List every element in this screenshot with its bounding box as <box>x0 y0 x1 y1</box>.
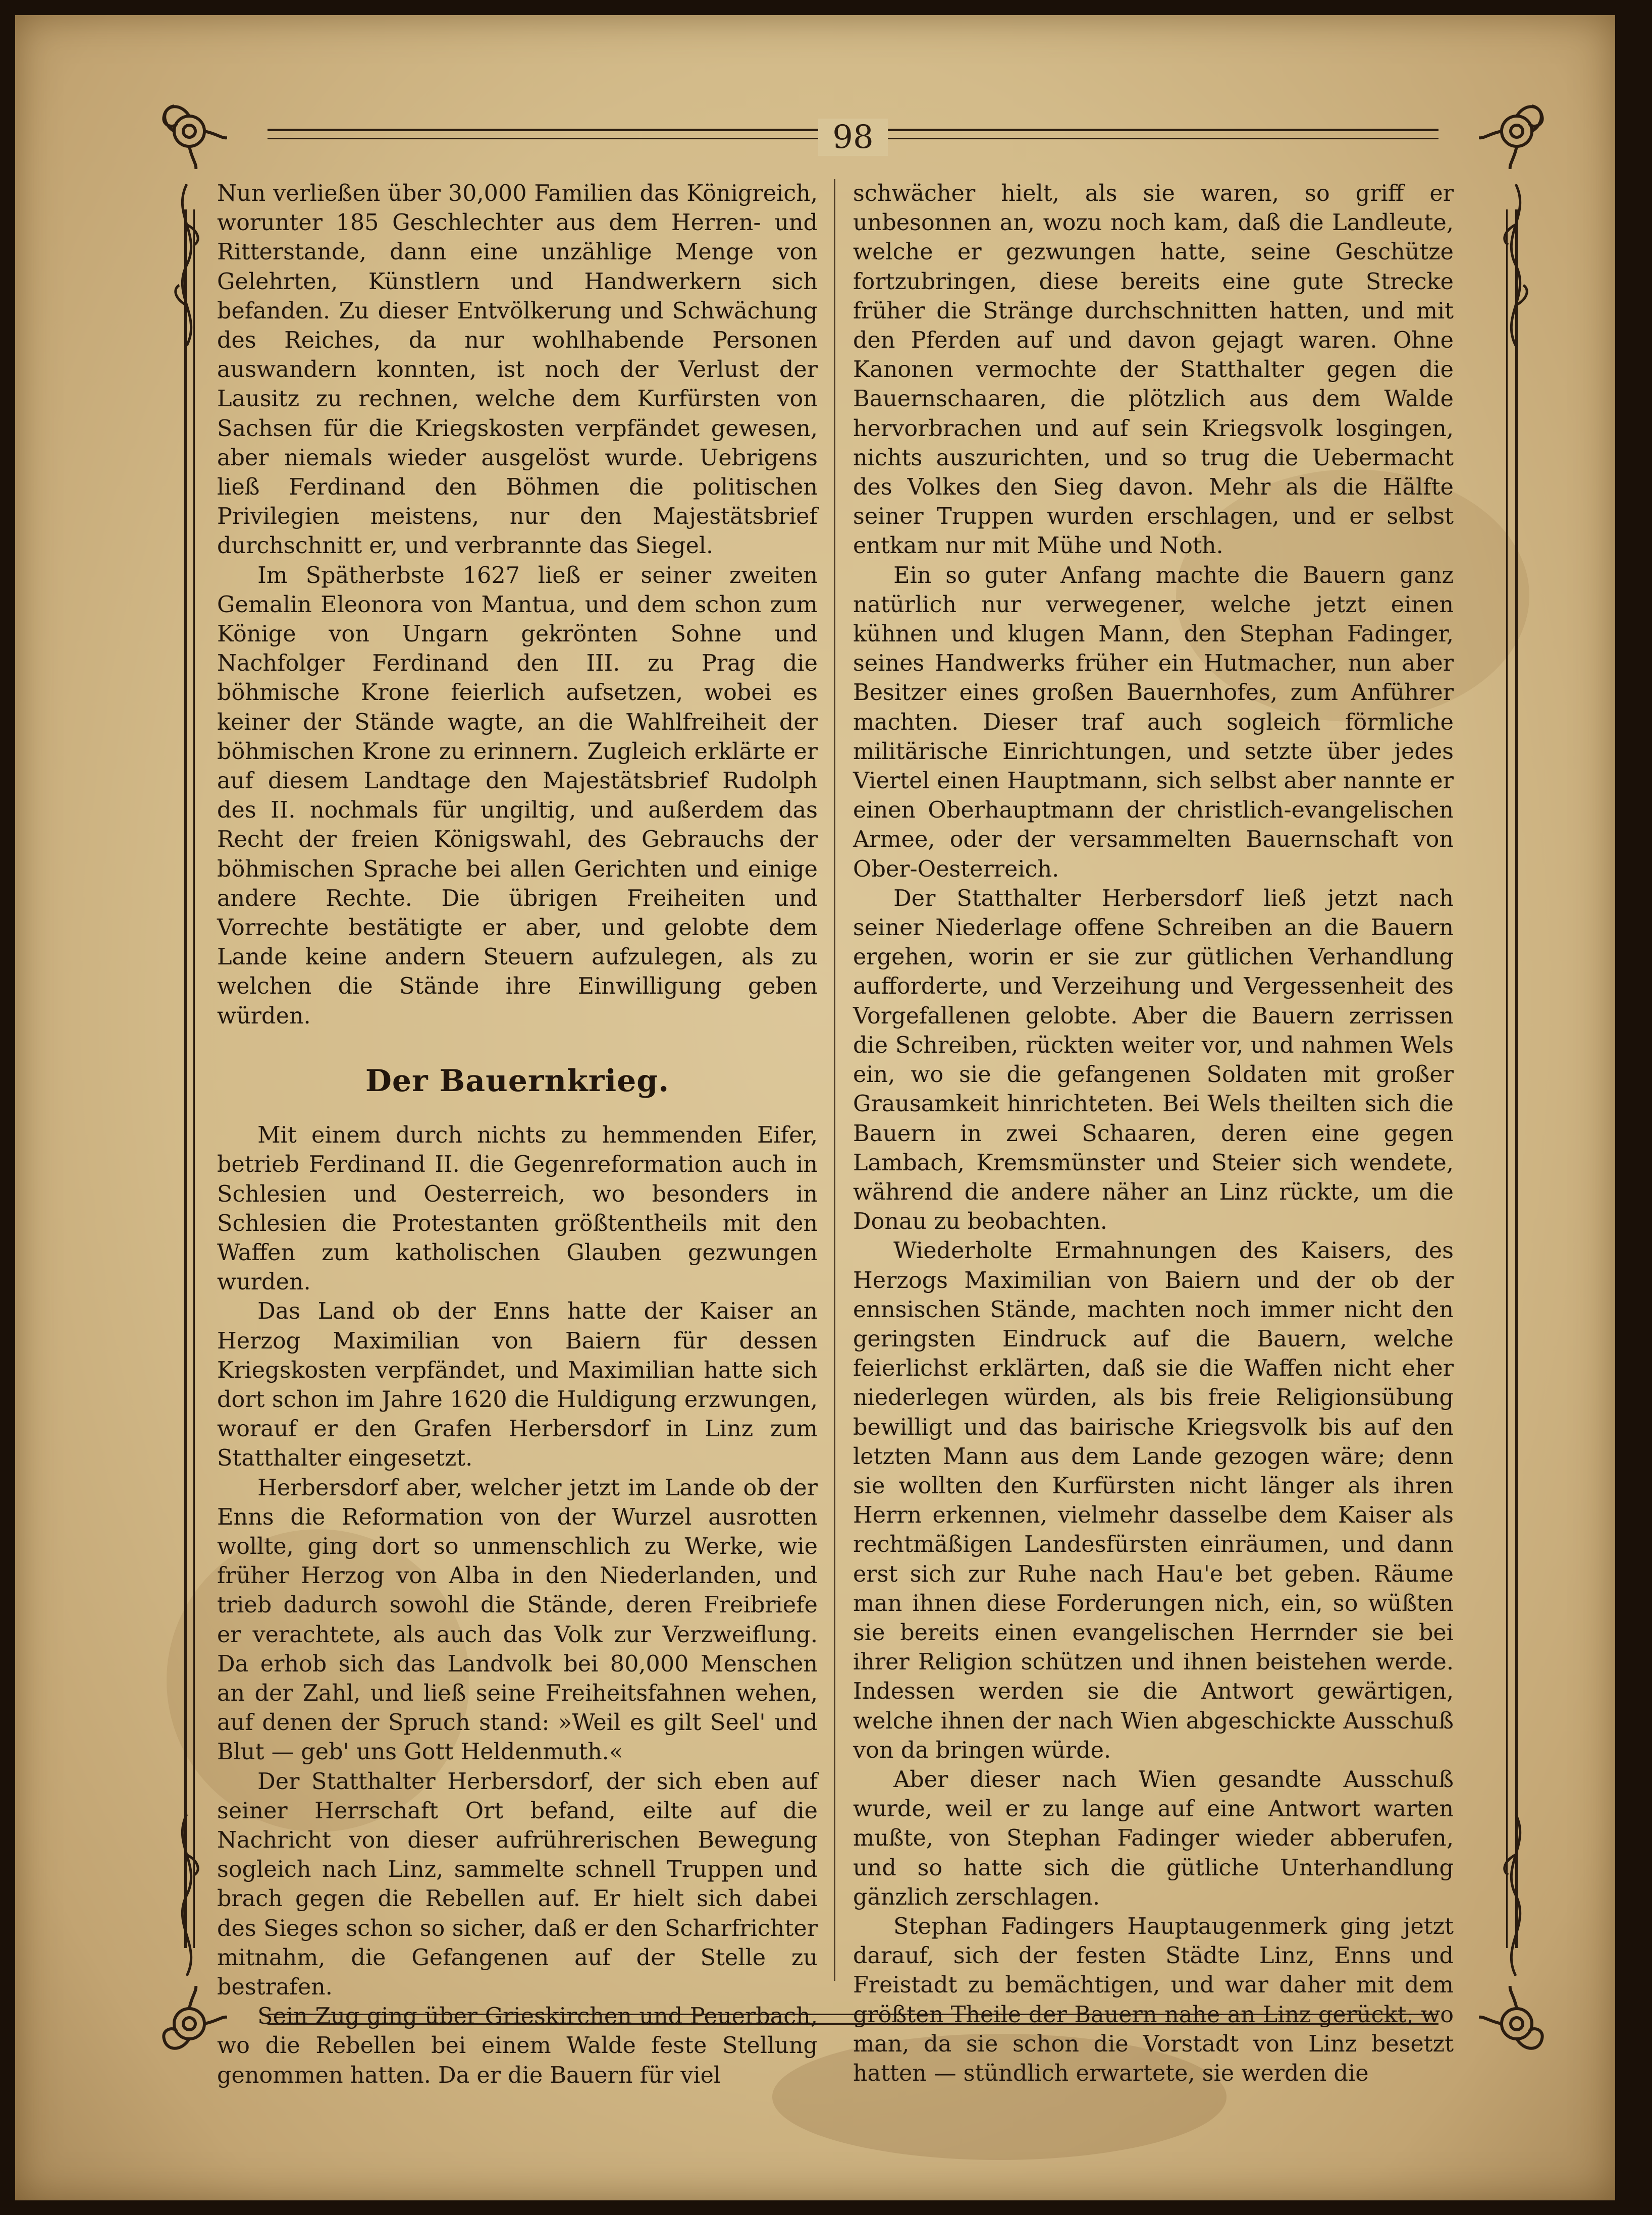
paragraph: Das Land ob der Enns hatte der Kaiser an Herzog Maximilian von Baiern für dessen Kriegskosten verpfändet, und Maximilian hatte sich dort schon im Jahre 1620 die Huldigung erzwungen, worauf er den Grafen Herbersdorf in Linz zum Statthalter eingesetzt. <box>217 1299 818 1472</box>
corner-ornament-icon <box>151 1986 227 2062</box>
section-heading: Der Bauernkrieg. <box>365 1063 670 1099</box>
vine-ornament-icon <box>1496 184 1536 346</box>
page <box>15 15 1615 2200</box>
ornamental-frame <box>187 119 1519 2088</box>
paragraph: Aber dieser nach Wien gesandte Ausschuß wurde, weil er zu lange auf eine Antwort warten mußte, von Stephan Fadinger wieder abberufen, und so hatte sich die gütliche Unterhandlung gänzlich zerschlagen. <box>853 1766 1454 1910</box>
vine-ornament-icon <box>167 1814 207 1976</box>
paragraph: Wiederholte Ermahnungen des Kaisers, des Herzogs Maximilian von Baiern und der ob der ennsischen Stände, machten noch immer nicht den geringsten Eindruck auf die Bauern, welche feierlichst erklärten, daß sie die Waffen nicht eher niederlegen würden, als bis freie Religionsübung bewilligt und das bairische Kriegsvolk bis auf den letzten Mann aus dem Lande gezogen wäre; denn sie wollten den Kurfürsten nicht länger als ihren Herrn erkennen, vielmehr dasselbe dem Kaiser als rechtmäßigen Landesfürsten einräumen, und dann erst sich zur Ruhe nach Hau'e bet geben. Räume man ihnen diese Forderungen nich, ein, so wüßten sie bereits einen evangelischen Herrnder sie bei ihrer Religion schützen und ihnen beistehen werde. Indessen werden sie die Antwort gewärtigen, welche ihnen der nach Wien abgeschickte Ausschuß von da bringen würde. <box>853 1238 1454 1763</box>
paragraph: Sein Zug ging über Grieskirchen und Peuerbach, wo die Rebellen bei einem Walde feste Stellung genommen hatten. Da er die Bauern für viel <box>217 2004 818 2088</box>
paragraph: Ein so guter Anfang machte die Bauern ganz natürlich nur verwegener, welche jetzt einen kühnen und klugen Mann, den Stephan Fadinger, seines Handwerks früher ein Hutmacher, nun aber Besitzer eines großen Bauernhofes, zum Anführer machten. Dieser traf auch sogleich förmliche militärische Einrichtungen, und setzte über jedes Viertel einen Hauptmann, sich selbst aber nannte er einen Oberhauptmann der christlich-evangelischen Armee, oder der versammelten Bauernschaft von Ober-Oesterreich. <box>853 562 1454 882</box>
vine-ornament-icon <box>1496 1814 1536 1976</box>
paragraph: Im Spätherbste 1627 ließ er seiner zweiten Gemalin Eleonora von Mantua, und dem schon zum Könige von Ungarn gekrönten Sohne und Nachfolger Ferdinand den III. zu Prag die böhmische Krone feierlich aufsetzen, wobei es keiner der Stände wagte, an die Wahlfreiheit der böhmischen Krone zu erinnern. Zugleich erklärte er auf diesem Landtage den Majestätsbrief Rudolph des II. nochmals für ungiltig, und außerdem das Recht der freien Königswahl, des Gebrauchs der böhmischen Sprache bei allen Gerichten und einige andere Rechte. Die übrigen Freiheiten und Vorrechte bestätigte er aber, und gelobte dem Lande keine andern Steuern aufzulegen, als zu welchen die Stände ihre Einwilligung geben würden. <box>217 562 818 1029</box>
right-column <box>853 179 1454 2088</box>
page-number: 98 <box>187 119 1519 156</box>
left-column <box>217 179 818 2090</box>
paragraph: Herbersdorf aber, welcher jetzt im Lande ob der Enns die Reformation von der Wurzel ausrotten wollte, ging dort so unmenschlich zu Werke, wie früher Herzog von Alba in den Niederlanden, und trieb dadurch sowohl die Stände, deren Freibriefe er verachtete, als auch das Volk zur Verzweiflung. Da erhob sich das Landvolk bei 80,000 Menschen an der Zahl, und ließ seine Freiheitsfahnen wehen, auf denen der Spruch stand: »Weil es gilt Seel' und Blut — geb' uns Gott Heldenmuth.« <box>217 1475 818 1765</box>
vine-ornament-icon <box>167 184 207 346</box>
paragraph: Nun verließen über 30,000 Familien das Königreich, worunter 185 Geschlechter aus dem Herren- und Ritterstande, dann eine unzählige Menge von Gelehrten, Künstlern und Handwerkern sich befanden. Zu dieser Entvölkerung und Schwächung des Reiches, da nur wohlhabende Personen auswandern konnten, ist noch der Verlust der Lausitz zu rechnen, welche dem Kurfürsten von Sachsen für die Kriegskosten verpfändet gewesen, aber niemals wieder ausgelöst wurde. Uebrigens ließ Ferdinand den Böhmen die politischen Privilegien meistens, nur den Majestätsbrief durchschnitt er, und verbrannte das Siegel. <box>217 181 818 559</box>
corner-ornament-icon <box>1479 1986 1555 2062</box>
paragraph: Mit einem durch nichts zu hemmenden Eifer, betrieb Ferdinand II. die Gegenreformation auch in Schlesien und Oesterreich, wo besonders in Schlesien die Protestanten größtentheils mit den Waffen zum katholischen Glauben gezwungen wurden. <box>217 1122 818 1295</box>
column-divider <box>834 179 835 1981</box>
paragraph: Der Statthalter Herbersdorf ließ jetzt nach seiner Niederlage offene Schreiben an die Bauern ergehen, worin er sie zur gütlichen Verhandlung aufforderte, und Verzeihung und Vergessenheit des Vorgefallenen gelobte. Aber die Bauern zerrissen die Schreiben, rückten weiter vor, und nahmen Wels ein, wo sie die gefangenen Soldaten mit großer Grausamkeit hinrichteten. Bei Wels theilten sich die Bauern in zwei Schaaren, deren eine gegen Lambach, Kremsmünster und Steier sich wendete, während die andere näher an Linz rückte, um die Donau zu beobachten. <box>853 885 1454 1235</box>
paragraph: schwächer hielt, als sie waren, so griff er unbesonnen an, wozu noch kam, daß die Landleute, welche er gezwungen hatte, seine Geschütze fortzubringen, diese bereits eine gute Strecke früher die Stränge durchschnitten hatten, und mit den Pferden auf und davon gejagt waren. Ohne Kanonen vermochte der Statthalter gegen die Bauernschaaren, die plötzlich aus dem Walde hervorbrachen und auf sein Kriegsvolk losgingen, nichts auszurichten, und so trug die Uebermacht des Volkes den Sieg davon. Mehr als die Hälfte seiner Truppen wurden erschlagen, und er selbst entkam nur mit Mühe und Noth. <box>853 181 1454 559</box>
paragraph: Stephan Fadingers Hauptaugenmerk ging jetzt darauf, sich der festen Städte Linz, Enns und Freistadt zu bemächtigen, und war daher mit dem größten Theile der Bauern nahe an Linz gerückt, wo man, da sie schon die Vorstadt von Linz besetzt hatten — stündlich erwartete, sie werden die <box>853 1913 1454 2086</box>
paragraph: Der Statthalter Herbersdorf, der sich eben auf seiner Herrschaft Ort befand, eilte auf die Nachricht von dieser aufrührerischen Bewegung sogleich nach Linz, sammelte schnell Truppen und brach gegen die Rebellen auf. Er hielt sich dabei des Sieges schon so sicher, daß er den Scharfrichter mitnahm, die Gefangenen auf der Stelle zu bestrafen. <box>217 1768 818 2000</box>
